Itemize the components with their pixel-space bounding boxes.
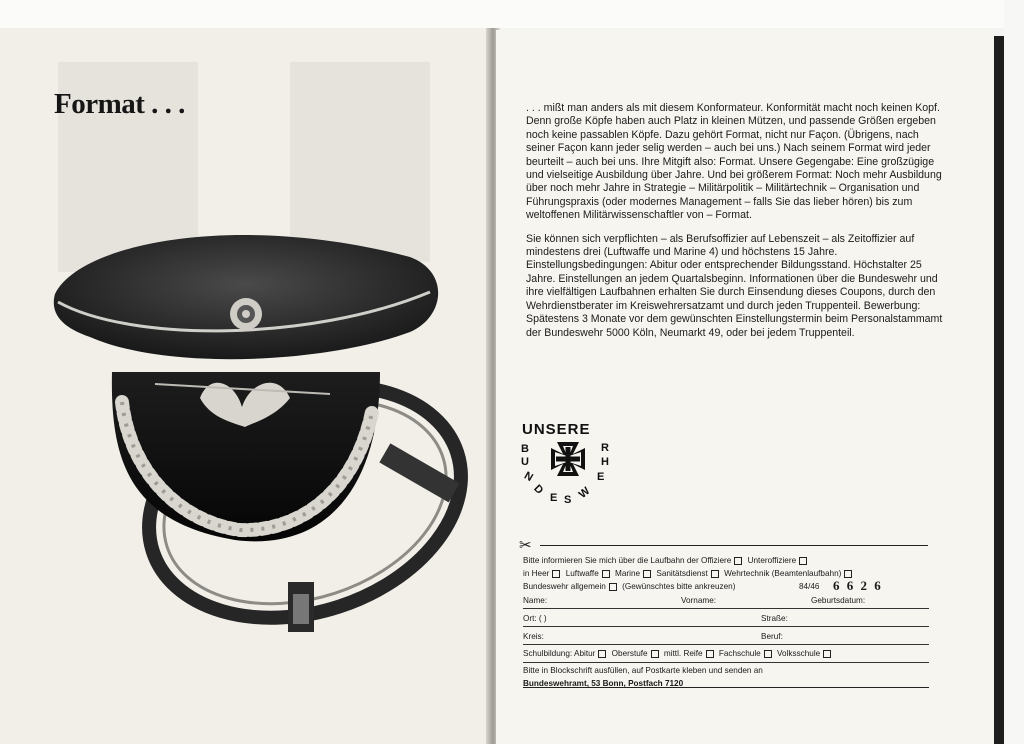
coupon-note: (Gewünschtes bitte ankreuzen) xyxy=(622,582,736,591)
address-row[interactable] xyxy=(523,613,929,627)
coupon-line-1 xyxy=(523,556,929,569)
beruf-label: Beruf: xyxy=(761,632,783,641)
cut-line xyxy=(540,545,928,546)
option-label: Bundeswehr allgemein xyxy=(523,582,606,591)
option-label: Luftwaffe xyxy=(565,569,599,578)
checkbox-marine[interactable] xyxy=(643,570,651,578)
checkbox-unteroffiziere[interactable] xyxy=(799,557,807,565)
coupon-intro: Bitte informieren Sie mich über die Laufbahn der Offiziere xyxy=(523,556,732,565)
logo-letter: E xyxy=(550,492,558,504)
option-label: in Heer xyxy=(523,569,550,578)
checkbox-abitur[interactable] xyxy=(598,650,606,658)
scissors-icon: ✂ xyxy=(519,537,532,554)
checkbox-mittl-reife[interactable] xyxy=(706,650,714,658)
paragraph: . . . mißt man anders als mit diesem Konformateur. Konformität macht noch keinen Kopf. Denn große Köpfe haben auch Platz in kleinen Mützen, und passende Größen ergeben noch keine passablen Köpfe. Dazu gehört Format, nicht nur Façon. (Übrigens, nach seiner Façon kann jeder selig werden – auch bei uns.) Nach seinem Format wird jeder beurteilt – auch bei uns. Ihre Mitgift also: Format. Unsere Gegengabe: Eine großzügige und vielseitige Ausbildung über Jahre. Und bei größerem Format: Noch mehr Ausbildung über noch mehr Jahre in Strategie – Militärpolitik – Militärtechnik – Organisation und Führungspraxis (oder modernes Management – falls Sie das lieber hören) bis zum weltoffenen Militärwissenschaftler von – Format. xyxy=(526,102,942,222)
logo-letter: S xyxy=(564,494,572,506)
checkbox-wehrtechnik[interactable] xyxy=(844,570,852,578)
option-label: Marine xyxy=(615,569,641,578)
footer-instruction: Bitte in Blockschrift ausfüllen, auf Postkarte kleben und senden an xyxy=(523,666,763,675)
page-title: Format . . . xyxy=(54,88,185,120)
coupon-ref: 84/46 xyxy=(799,582,820,591)
bundeswehr-logo xyxy=(519,420,619,512)
checkbox-volksschule[interactable] xyxy=(823,650,831,658)
schooling-row xyxy=(523,649,929,663)
logo-letter: R xyxy=(601,442,609,454)
checkbox-oberstufe[interactable] xyxy=(651,650,659,658)
scan-background-right xyxy=(1004,0,1024,744)
logo-letter: D xyxy=(531,482,546,497)
paragraph: Sie können sich verpflichten – als Berufsoffizier auf Lebenszeit – als Zeitoffizier auf mindestens drei (Luftwaffe und Marine 4) und höchstens 15 Jahre. Einstellungsbedingungen: Abitur oder entsprechender Bildungsstand. Höchstalter 25 Jahre. Einstellungen an jedem Quartalsbeginn. Informationen über die Bundeswehr und ihre vielfältigen Laufbahnen erhalten Sie durch Einsendung dieses Coupons, durch den Wehrdienstberater im Kreiswehrersatzamt und durch jeden Truppenteil. Bewerbung: Spätestens 3 Monate vor dem gewünschten Einstellungstermin beim Personalstammamt der Bundeswehr 5000 Köln, Neumarkt 49, oder bei jedem Truppenteil. xyxy=(526,232,943,339)
logo-top-text: UNSERE xyxy=(522,421,591,438)
checkbox-bundeswehr-allgemein[interactable] xyxy=(609,583,617,591)
checkbox-heer[interactable] xyxy=(552,570,560,578)
logo-letter: E xyxy=(597,471,605,483)
ort-label: Ort: ( ) xyxy=(523,614,547,623)
logo-letter: U xyxy=(521,456,529,468)
coupon-code: 6 6 2 6 xyxy=(833,578,883,593)
kreis-label: Kreis: xyxy=(523,632,544,641)
coupon-line-3 xyxy=(523,578,929,595)
strasse-label: Straße: xyxy=(761,614,788,623)
option-label: mittl. Reife xyxy=(663,649,703,658)
footer-address: Bundeswehramt, 53 Bonn, Postfach 7120 xyxy=(523,679,684,688)
checkbox-luftwaffe[interactable] xyxy=(602,570,610,578)
checkbox-offiziere[interactable] xyxy=(734,557,742,565)
checkbox-fachschule[interactable] xyxy=(764,650,772,658)
checkbox-sanitaetsdienst[interactable] xyxy=(711,570,719,578)
page-edge xyxy=(994,36,1004,744)
option-label: Unteroffiziere xyxy=(747,556,797,565)
kreis-row[interactable] xyxy=(523,631,929,645)
logo-letter: B xyxy=(521,443,529,455)
geburtsdatum-label: Geburtsdatum: xyxy=(811,596,866,605)
logo-letter: H xyxy=(601,456,609,468)
logo-letter: N xyxy=(522,469,535,485)
option-label: Volksschule xyxy=(777,649,821,658)
officer-cap-image xyxy=(50,222,475,647)
logo-letter: W xyxy=(576,485,593,501)
option-label: Sanitätsdienst xyxy=(656,569,708,578)
coupon-form xyxy=(523,556,929,692)
option-label: Wehrtechnik (Beamtenlaufbahn) xyxy=(724,569,842,578)
option-label: Oberstufe xyxy=(611,649,648,658)
option-label: Fachschule xyxy=(718,649,761,658)
schooling-label: Schulbildung: Abitur xyxy=(523,649,596,658)
vorname-label: Vorname: xyxy=(681,596,717,605)
name-row[interactable] xyxy=(523,595,929,609)
name-label: Name: xyxy=(523,596,548,605)
iron-cross-icon xyxy=(551,442,585,476)
body-text xyxy=(526,102,946,350)
scan-background xyxy=(0,0,1024,28)
coupon-bottom-line xyxy=(523,687,929,688)
